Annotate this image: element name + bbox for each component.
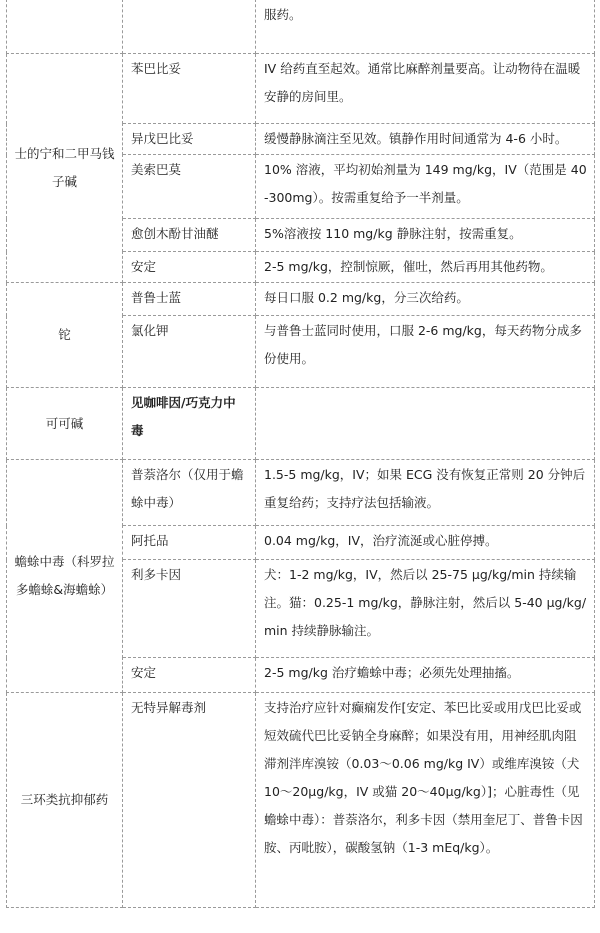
- antidote-drug-cell: 氯化钾: [123, 316, 256, 388]
- table-row: [7, 460, 595, 526]
- dosage-detail-cell: 犬：1-2 mg/kg，IV，然后以 25-75 μg/kg/min 持续输注。猫：0.25-1 mg/kg，静脉注射，然后以 5-40 μg/kg/min 持续静脉输注。: [256, 560, 595, 658]
- poison-category-cell: 士的宁和二甲马钱子碱: [7, 54, 123, 283]
- antidote-drug-cell: 异戊巴比妥: [123, 124, 256, 155]
- dosage-detail-cell: 2-5 mg/kg，控制惊厥，催吐，然后再用其他药物。: [256, 252, 595, 283]
- poison-category-cell: 蟾蜍中毒（科罗拉多蟾蜍&海蟾蜍）: [7, 460, 123, 693]
- table-row: [7, 0, 595, 54]
- dosage-detail-cell: 5%溶液按 110 mg/kg 静脉注射，按需重复。: [256, 219, 595, 252]
- antidote-drug-cell: 利多卡因: [123, 560, 256, 658]
- poison-category-cell: 可可碱: [7, 388, 123, 460]
- table-row: [7, 388, 595, 460]
- dosage-detail-cell: 1.5-5 mg/kg，IV；如果 ECG 没有恢复正常则 20 分钟后重复给药；支持疗法包括输液。: [256, 460, 595, 526]
- table-row: [7, 54, 595, 124]
- dosage-detail-cell: 支持治疗应针对癫痫发作[安定、苯巴比妥或用戊巴比妥或短效硫代巴比妥钠全身麻醉；如果没有用，用神经肌肉阻滞剂泮库溴铵（0.03～0.06 mg/kg IV）或维库溴铵（犬 10～20μg/kg，IV 或猫 20～40μg/kg）]；心脏毒性（见蟾蜍中毒）：普萘洛尔，利多卡因（禁用奎尼丁、普鲁卡因胺、丙吡胺），碳酸氢钠（1-3 mEq/kg）。: [256, 693, 595, 908]
- antidote-table: [6, 0, 595, 908]
- dosage-detail-cell: [256, 388, 595, 460]
- dosage-detail-cell: 2-5 mg/kg 治疗蟾蜍中毒；必须先处理抽搐。: [256, 658, 595, 693]
- antidote-drug-cell: 苯巴比妥: [123, 54, 256, 124]
- antidote-table-body: [7, 0, 595, 908]
- antidote-drug-cell: 阿托品: [123, 526, 256, 560]
- poison-category-cell: 铊: [7, 283, 123, 388]
- dosage-detail-cell: 服药。: [256, 0, 595, 54]
- poison-category-cell: [7, 0, 123, 54]
- table-row: [7, 283, 595, 316]
- antidote-drug-cell: 无特异解毒剂: [123, 693, 256, 908]
- antidote-drug-cell: [123, 0, 256, 54]
- antidote-drug-cell: 普萘洛尔（仅用于蟾蜍中毒）: [123, 460, 256, 526]
- poison-category-cell: 三环类抗抑郁药: [7, 693, 123, 908]
- antidote-drug-cell: 见咖啡因/巧克力中毒: [123, 388, 256, 460]
- dosage-detail-cell: IV 给药直至起效。通常比麻醉剂量要高。让动物待在温暖安静的房间里。: [256, 54, 595, 124]
- antidote-drug-cell: 安定: [123, 658, 256, 693]
- dosage-detail-cell: 10% 溶液，平均初始剂量为 149 mg/kg，IV（范围是 40-300mg）。按需重复给予一半剂量。: [256, 155, 595, 219]
- antidote-drug-cell: 安定: [123, 252, 256, 283]
- antidote-drug-cell: 普鲁士蓝: [123, 283, 256, 316]
- dosage-detail-cell: 缓慢静脉滴注至见效。镇静作用时间通常为 4-6 小时。: [256, 124, 595, 155]
- antidote-drug-cell: 美索巴莫: [123, 155, 256, 219]
- dosage-detail-cell: 每日口服 0.2 mg/kg，分三次给药。: [256, 283, 595, 316]
- dosage-detail-cell: 与普鲁士蓝同时使用，口服 2-6 mg/kg，每天药物分成多份使用。: [256, 316, 595, 388]
- dosage-detail-cell: 0.04 mg/kg，IV，治疗流涎或心脏停搏。: [256, 526, 595, 560]
- table-row: [7, 693, 595, 908]
- antidote-drug-cell: 愈创木酚甘油醚: [123, 219, 256, 252]
